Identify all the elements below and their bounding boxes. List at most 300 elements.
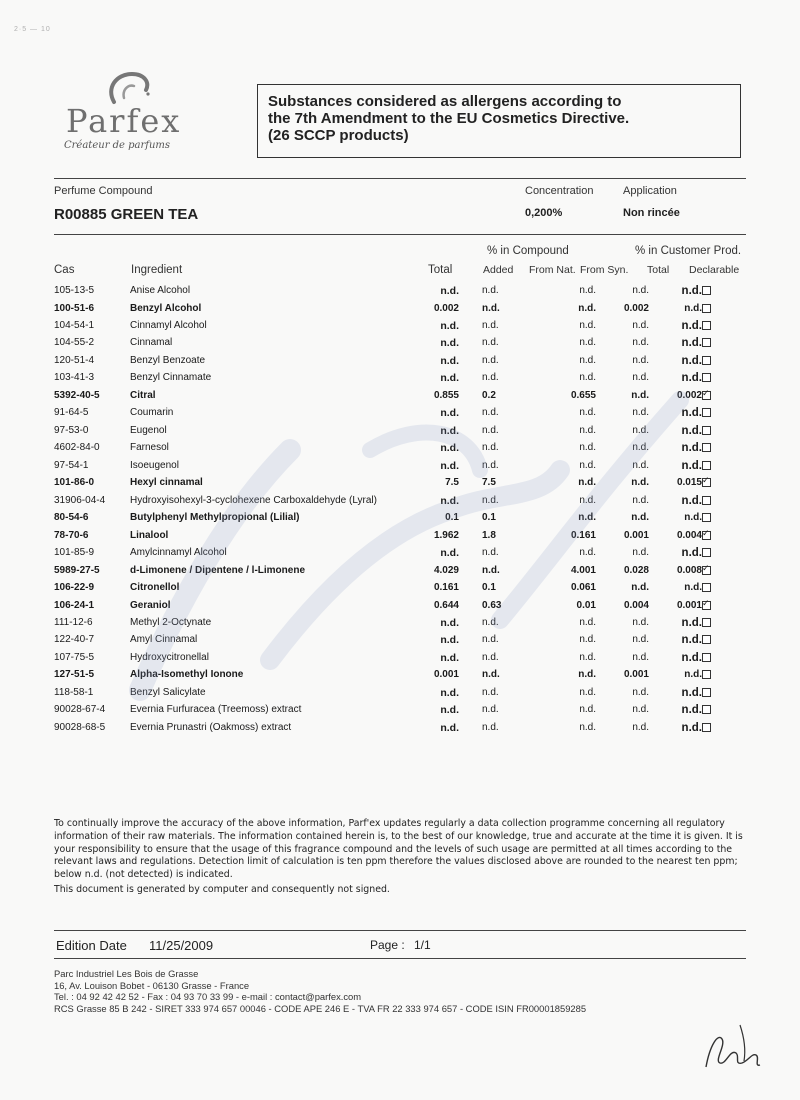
from-syn-cell: n.d.	[632, 442, 649, 454]
table-row	[54, 701, 748, 718]
cas-cell: 101-85-9	[54, 547, 95, 558]
address-line: Parc Industriel Les Bois de Grasse	[54, 968, 199, 979]
customer-total-cell: n.d.	[681, 442, 702, 455]
customer-total-cell: n.d.	[681, 372, 702, 385]
customer-total-cell: n.d.	[681, 407, 702, 420]
declarable-cell	[702, 408, 716, 420]
from-syn-cell: n.d.	[632, 459, 649, 471]
added-cell: n.d.	[482, 651, 499, 663]
cas-cell: 104-54-1	[54, 319, 95, 331]
checkbox-icon	[702, 635, 711, 644]
total-cell: n.d.	[440, 459, 459, 472]
ingredient-cell: Evernia Furfuracea (Treemoss) extract	[130, 704, 302, 716]
checkbox-icon	[702, 513, 711, 522]
customer-total-cell: n.d.	[681, 634, 702, 647]
checkbox-icon	[702, 548, 711, 557]
column-header-declarable: Declarable	[689, 264, 740, 276]
page-value: 1/1	[414, 938, 431, 952]
total-cell: n.d.	[440, 634, 459, 647]
generated-note: This document is generated by computer and consequently not signed.	[54, 884, 390, 895]
table-row	[54, 369, 748, 386]
cas-cell: 105-13-5	[54, 285, 95, 296]
divider	[54, 178, 746, 179]
cas-cell: 106-22-9	[54, 582, 95, 593]
added-cell: n.d.	[482, 302, 500, 314]
table-row	[54, 422, 748, 439]
cas-cell: 91-64-5	[54, 407, 89, 419]
checkbox-icon	[702, 286, 711, 295]
table-row	[54, 597, 748, 614]
address-line: 16, Av. Louison Bobet - 06130 Grasse - France	[54, 979, 250, 991]
from-syn-cell: n.d.	[632, 686, 649, 698]
address-line: RCS Grasse 85 B 242 - SIRET 333 974 657 00046 - CODE APE 246 E - TVA FR 22 333 974 657 - CODE ISIN FR00001859285	[54, 1002, 587, 1014]
from-nat-cell: n.d.	[579, 686, 596, 698]
ingredient-cell: Evernia Prunastri (Oakmoss) extract	[130, 721, 292, 733]
from-syn-cell: n.d.	[632, 337, 649, 349]
total-cell: n.d.	[440, 686, 459, 699]
table-row	[54, 649, 748, 666]
customer-total-cell: n.d.	[681, 686, 702, 699]
table-row	[54, 300, 748, 317]
customer-total-cell: n.d.	[681, 721, 702, 734]
declarable-cell	[702, 653, 716, 665]
title-line: (26 SCCP products)	[268, 127, 409, 144]
checkbox-icon	[702, 373, 711, 382]
cas-cell: 97-53-0	[54, 424, 89, 436]
ingredient-cell: Citral	[130, 389, 156, 401]
from-nat-cell: n.d.	[579, 616, 596, 628]
added-cell: 0.1	[482, 582, 496, 593]
added-cell: n.d.	[482, 407, 499, 419]
added-cell: n.d.	[482, 285, 499, 296]
from-syn-cell: n.d.	[631, 512, 649, 524]
checkbox-icon	[702, 338, 711, 347]
declarable-cell	[702, 496, 716, 508]
from-syn-cell: n.d.	[632, 494, 649, 506]
table-row	[54, 474, 748, 491]
added-cell: 1.8	[482, 529, 496, 541]
total-cell: n.d.	[440, 651, 459, 664]
checked-box-icon	[702, 478, 711, 487]
column-header-from-syn: From Syn.	[580, 264, 629, 276]
checked-box-icon	[702, 566, 711, 575]
checkbox-icon	[702, 443, 711, 452]
checkbox-icon	[702, 705, 711, 714]
from-syn-cell: n.d.	[632, 354, 649, 366]
table-row	[54, 352, 748, 369]
declarable-cell	[702, 618, 716, 630]
checkbox-icon	[702, 688, 711, 697]
total-cell: 0.161	[433, 582, 459, 593]
cas-cell: 97-54-1	[54, 459, 89, 471]
total-cell: 7.5	[445, 477, 459, 489]
application-label: Application	[623, 185, 677, 197]
customer-total-cell: n.d.	[681, 285, 702, 297]
from-nat-cell: n.d.	[578, 512, 596, 524]
ingredient-cell: Alpha-Isomethyl Ionone	[130, 669, 244, 681]
customer-total-cell: n.d.	[681, 459, 702, 472]
from-nat-cell: n.d.	[579, 721, 596, 733]
cas-cell: 100-51-6	[54, 302, 95, 314]
checkbox-icon	[702, 304, 711, 313]
table-row	[54, 631, 748, 648]
table-row	[54, 404, 748, 421]
total-cell: n.d.	[440, 285, 459, 297]
customer-total-cell: n.d.	[681, 494, 702, 507]
from-nat-cell: n.d.	[579, 704, 596, 716]
table-row	[54, 666, 748, 683]
checkbox-icon	[702, 496, 711, 505]
from-syn-cell: n.d.	[631, 389, 649, 401]
declarable-cell	[702, 443, 716, 455]
cas-cell: 107-75-5	[54, 651, 95, 663]
from-syn-cell: n.d.	[632, 319, 649, 331]
from-nat-cell: n.d.	[579, 407, 596, 419]
from-nat-cell: 0.161	[570, 529, 596, 541]
customer-total-cell: n.d.	[684, 512, 702, 524]
added-cell: n.d.	[482, 721, 499, 733]
concentration-value: 0,200%	[525, 207, 563, 219]
ingredient-cell: Benzyl Cinnamate	[130, 372, 212, 384]
cas-cell: 103-41-3	[54, 372, 95, 384]
column-header-ingredient: Ingredient	[131, 264, 183, 276]
declarable-cell	[702, 286, 716, 298]
application-value: Non rincée	[623, 207, 680, 219]
concentration-label: Concentration	[525, 185, 594, 197]
added-cell: n.d.	[482, 319, 499, 331]
group-header-customer: % in Customer Prod.	[635, 245, 742, 257]
logo-tagline: Créateur de parfums	[64, 140, 171, 151]
ingredient-cell: Linalool	[130, 529, 169, 541]
declarable-cell	[702, 304, 716, 316]
from-syn-cell: n.d.	[632, 424, 649, 436]
company-address	[54, 968, 754, 1014]
compound-label: Perfume Compound	[54, 185, 153, 197]
checkbox-icon	[702, 618, 711, 627]
cas-cell: 31906-04-4	[54, 494, 106, 506]
edition-date: 11/25/2009	[149, 938, 214, 953]
column-header-added: Added	[483, 264, 514, 276]
checkbox-icon	[702, 408, 711, 417]
ingredient-cell: Anise Alcohol	[130, 285, 191, 296]
from-nat-cell: n.d.	[578, 477, 596, 489]
from-nat-cell: n.d.	[579, 319, 596, 331]
ingredient-cell: Amyl Cinnamal	[130, 634, 198, 646]
customer-total-cell: 0.002	[676, 389, 702, 401]
address-line: Tel. : 04 92 42 42 52 - Fax : 04 93 70 33 99 - e-mail : contact@parfex.com	[54, 991, 362, 1002]
ingredient-cell: Amylcinnamyl Alcohol	[130, 547, 227, 558]
customer-total-cell: n.d.	[681, 651, 702, 664]
total-cell: n.d.	[440, 547, 459, 559]
added-cell: 0.63	[482, 599, 502, 611]
declarable-cell	[702, 583, 716, 595]
from-nat-cell: n.d.	[579, 634, 596, 646]
from-nat-cell: n.d.	[579, 651, 596, 663]
declarable-cell	[702, 321, 716, 333]
from-nat-cell: n.d.	[578, 669, 596, 681]
ingredient-cell: Citronellol	[130, 582, 180, 593]
from-syn-cell: n.d.	[632, 616, 649, 628]
customer-total-cell: 0.015	[676, 477, 702, 489]
added-cell: 0.1	[482, 512, 496, 524]
ingredient-cell: Eugenol	[130, 424, 167, 436]
total-cell: 4.029	[433, 564, 459, 576]
added-cell: n.d.	[482, 686, 499, 698]
table-row	[54, 317, 748, 334]
title-line: Substances considered as allergens according to	[268, 93, 622, 110]
from-syn-cell: 0.002	[623, 302, 649, 314]
cas-cell: 122-40-7	[54, 634, 95, 646]
added-cell: n.d.	[482, 354, 499, 366]
customer-total-cell: n.d.	[681, 337, 702, 350]
declarable-cell	[702, 601, 716, 613]
table-row	[54, 527, 748, 544]
ingredient-cell: Hydroxycitronellal	[130, 651, 209, 663]
page-label: Page :	[370, 938, 405, 952]
from-syn-cell: n.d.	[632, 285, 649, 296]
ingredient-cell: Benzyl Alcohol	[130, 302, 202, 314]
total-cell: n.d.	[440, 319, 459, 332]
added-cell: n.d.	[482, 564, 500, 576]
declarable-cell	[702, 373, 716, 385]
from-nat-cell: n.d.	[578, 302, 596, 314]
customer-total-cell: n.d.	[681, 354, 702, 367]
ingredient-cell: Benzyl Salicylate	[130, 686, 206, 698]
title-line: the 7th Amendment to the EU Cosmetics Directive.	[268, 110, 630, 127]
table-row	[54, 509, 748, 526]
table-row	[54, 719, 748, 736]
from-syn-cell: 0.001	[623, 669, 649, 681]
declarable-cell	[702, 461, 716, 473]
group-header-compound: % in Compound	[487, 245, 569, 257]
checked-box-icon	[702, 531, 711, 540]
cas-cell: 78-70-6	[54, 529, 89, 541]
ingredient-cell: Geraniol	[130, 599, 171, 611]
checkbox-icon	[702, 321, 711, 330]
added-cell: n.d.	[482, 424, 499, 436]
from-nat-cell: n.d.	[579, 337, 596, 349]
table-row	[54, 562, 748, 579]
added-cell: n.d.	[482, 459, 499, 471]
from-syn-cell: n.d.	[632, 651, 649, 663]
added-cell: n.d.	[482, 442, 499, 454]
cas-cell: 118-58-1	[54, 686, 94, 698]
ingredient-cell: Benzyl Benzoate	[130, 354, 206, 366]
from-syn-cell: n.d.	[632, 704, 649, 716]
parfex-logo	[62, 68, 222, 158]
checked-box-icon	[702, 391, 711, 400]
ingredient-cell: Cinnamyl Alcohol	[130, 319, 207, 331]
from-nat-cell: n.d.	[579, 459, 596, 471]
from-syn-cell: n.d.	[631, 477, 649, 489]
edition-label: Edition Date	[56, 938, 127, 953]
total-cell: n.d.	[440, 354, 459, 367]
total-cell: n.d.	[440, 442, 459, 455]
customer-total-cell: 0.008	[676, 564, 702, 576]
checkbox-icon	[702, 670, 711, 679]
customer-total-cell: n.d.	[681, 547, 702, 559]
declarable-cell	[702, 338, 716, 350]
column-header-customer-total: Total	[647, 264, 670, 276]
from-nat-cell: n.d.	[579, 372, 596, 384]
table-row	[54, 579, 748, 596]
checkbox-icon	[702, 356, 711, 365]
customer-total-cell: n.d.	[681, 319, 702, 332]
ingredient-cell: Hydroxyisohexyl-3-cyclohexene Carboxaldehyde (Lyral)	[130, 494, 377, 506]
added-cell: n.d.	[482, 372, 499, 384]
table-row	[54, 614, 748, 631]
customer-total-cell: n.d.	[684, 669, 702, 681]
total-cell: n.d.	[440, 372, 459, 385]
declarable-cell	[702, 391, 716, 403]
declarable-cell	[702, 566, 716, 578]
declarable-cell	[702, 478, 716, 490]
product-code-name: R00885 GREEN TEA	[54, 206, 199, 223]
cas-cell: 5392-40-5	[54, 389, 100, 401]
table-row	[54, 439, 748, 456]
table-row	[54, 282, 748, 299]
cas-cell: 120-51-4	[54, 354, 95, 366]
cas-cell: 101-86-0	[54, 477, 95, 489]
declarable-cell	[702, 705, 716, 717]
logo-wordmark: Parfex	[66, 102, 182, 140]
from-nat-cell: n.d.	[579, 494, 596, 506]
ingredient-cell: Farnesol	[130, 442, 169, 454]
total-cell: 0.644	[433, 599, 459, 611]
title-box	[257, 84, 741, 158]
declarable-cell	[702, 688, 716, 700]
ingredient-cell: Isoeugenol	[130, 459, 179, 471]
total-cell: n.d.	[440, 721, 459, 734]
declarable-cell	[702, 635, 716, 647]
ingredient-cell: Butylphenyl Methylpropional (Lilial)	[130, 512, 300, 524]
customer-total-cell: n.d.	[684, 302, 702, 314]
cas-cell: 127-51-5	[54, 669, 95, 681]
total-cell: 1.962	[433, 529, 459, 541]
ingredient-cell: d-Limonene / Dipentene / l-Limonene	[130, 564, 306, 576]
added-cell: n.d.	[482, 494, 499, 506]
scan-note: 2·5 — 10	[14, 26, 51, 33]
total-cell: 0.002	[433, 302, 459, 314]
added-cell: n.d.	[482, 704, 499, 716]
from-nat-cell: n.d.	[579, 285, 596, 296]
customer-total-cell: 0.004	[676, 529, 702, 541]
declarable-cell	[702, 548, 716, 560]
cas-cell: 90028-67-4	[54, 704, 106, 716]
from-syn-cell: 0.028	[623, 564, 649, 576]
from-syn-cell: n.d.	[632, 634, 649, 646]
table-row	[54, 492, 748, 509]
from-nat-cell: n.d.	[579, 354, 596, 366]
from-nat-cell: 0.061	[570, 582, 596, 593]
divider	[54, 930, 746, 931]
customer-total-cell: 0.001	[676, 599, 702, 611]
table-row	[54, 457, 748, 474]
column-header-from-nat: From Nat.	[529, 264, 576, 276]
from-syn-cell: n.d.	[632, 372, 649, 384]
cas-cell: 106-24-1	[54, 599, 95, 611]
declarable-cell	[702, 723, 716, 735]
customer-total-cell: n.d.	[681, 704, 702, 717]
checkbox-icon	[702, 426, 711, 435]
added-cell: 7.5	[482, 477, 496, 489]
declarable-cell	[702, 670, 716, 682]
total-cell: n.d.	[440, 616, 459, 629]
added-cell: n.d.	[482, 669, 500, 681]
from-syn-cell: n.d.	[631, 582, 649, 593]
from-nat-cell: n.d.	[579, 547, 596, 558]
checkbox-icon	[702, 583, 711, 592]
added-cell: 0.2	[482, 389, 496, 401]
cas-cell: 5989-27-5	[54, 564, 100, 576]
checkbox-icon	[702, 723, 711, 732]
total-cell: n.d.	[440, 424, 459, 437]
table-row	[54, 684, 748, 701]
ingredient-cell: Cinnamal	[130, 337, 173, 349]
declarable-cell	[702, 426, 716, 438]
divider	[54, 958, 746, 959]
cas-cell: 90028-68-5	[54, 721, 106, 733]
customer-total-cell: n.d.	[684, 582, 702, 593]
from-syn-cell: n.d.	[632, 721, 649, 733]
checked-box-icon	[702, 601, 711, 610]
disclaimer-paragraph: To continually improve the accuracy of the above information, Parf'ex updates regularly a data collection programme concerning all regulatory information of their raw materials. The information contained herein is, to the best of our knowledge, true and accurate at the time it is given. It is your responsibility to ensure that the usage of this fragrance compound and the levels of such usage are permitted at all times according to the relevant laws and regulations. Detection limit of calculation is ten ppm therefore the values disclosed above are rounded to the nearest ten ppm; below n.d. (not detected) is indicated.	[54, 818, 743, 881]
cas-cell: 111-12-6	[54, 616, 93, 628]
column-header-cas: Cas	[54, 264, 75, 276]
from-syn-cell: 0.004	[623, 599, 649, 611]
total-cell: n.d.	[440, 337, 459, 350]
divider	[54, 234, 746, 235]
cas-cell: 104-55-2	[54, 337, 95, 349]
checkbox-icon	[702, 461, 711, 470]
total-cell: n.d.	[440, 704, 459, 717]
table-row	[54, 387, 748, 404]
column-header-total: Total	[428, 264, 453, 276]
ingredient-cell: Methyl 2-Octynate	[130, 616, 212, 628]
from-syn-cell: 0.001	[623, 529, 649, 541]
total-cell: 0.001	[433, 669, 459, 681]
added-cell: n.d.	[482, 547, 499, 558]
customer-total-cell: n.d.	[681, 616, 702, 629]
table-row	[54, 544, 748, 561]
ingredient-cell: Coumarin	[130, 407, 174, 419]
customer-total-cell: n.d.	[681, 424, 702, 437]
from-nat-cell: 0.655	[570, 389, 596, 401]
checkbox-icon	[702, 653, 711, 662]
from-nat-cell: 4.001	[570, 564, 596, 576]
from-nat-cell: n.d.	[579, 424, 596, 436]
declarable-cell	[702, 513, 716, 525]
total-cell: 0.1	[445, 512, 459, 524]
total-cell: 0.855	[433, 389, 459, 401]
from-syn-cell: n.d.	[632, 407, 649, 419]
added-cell: n.d.	[482, 337, 499, 349]
total-cell: n.d.	[440, 494, 459, 507]
declarable-cell	[702, 356, 716, 368]
signature-icon	[700, 1015, 770, 1075]
added-cell: n.d.	[482, 616, 499, 628]
from-nat-cell: 0.01	[576, 599, 596, 611]
from-syn-cell: n.d.	[632, 547, 649, 558]
cas-cell: 4602-84-0	[54, 442, 100, 454]
cas-cell: 80-54-6	[54, 512, 89, 524]
declarable-cell	[702, 531, 716, 543]
table-row	[54, 334, 748, 351]
added-cell: n.d.	[482, 634, 499, 646]
from-nat-cell: n.d.	[579, 442, 596, 454]
ingredient-cell: Hexyl cinnamal	[130, 477, 203, 489]
total-cell: n.d.	[440, 407, 459, 420]
